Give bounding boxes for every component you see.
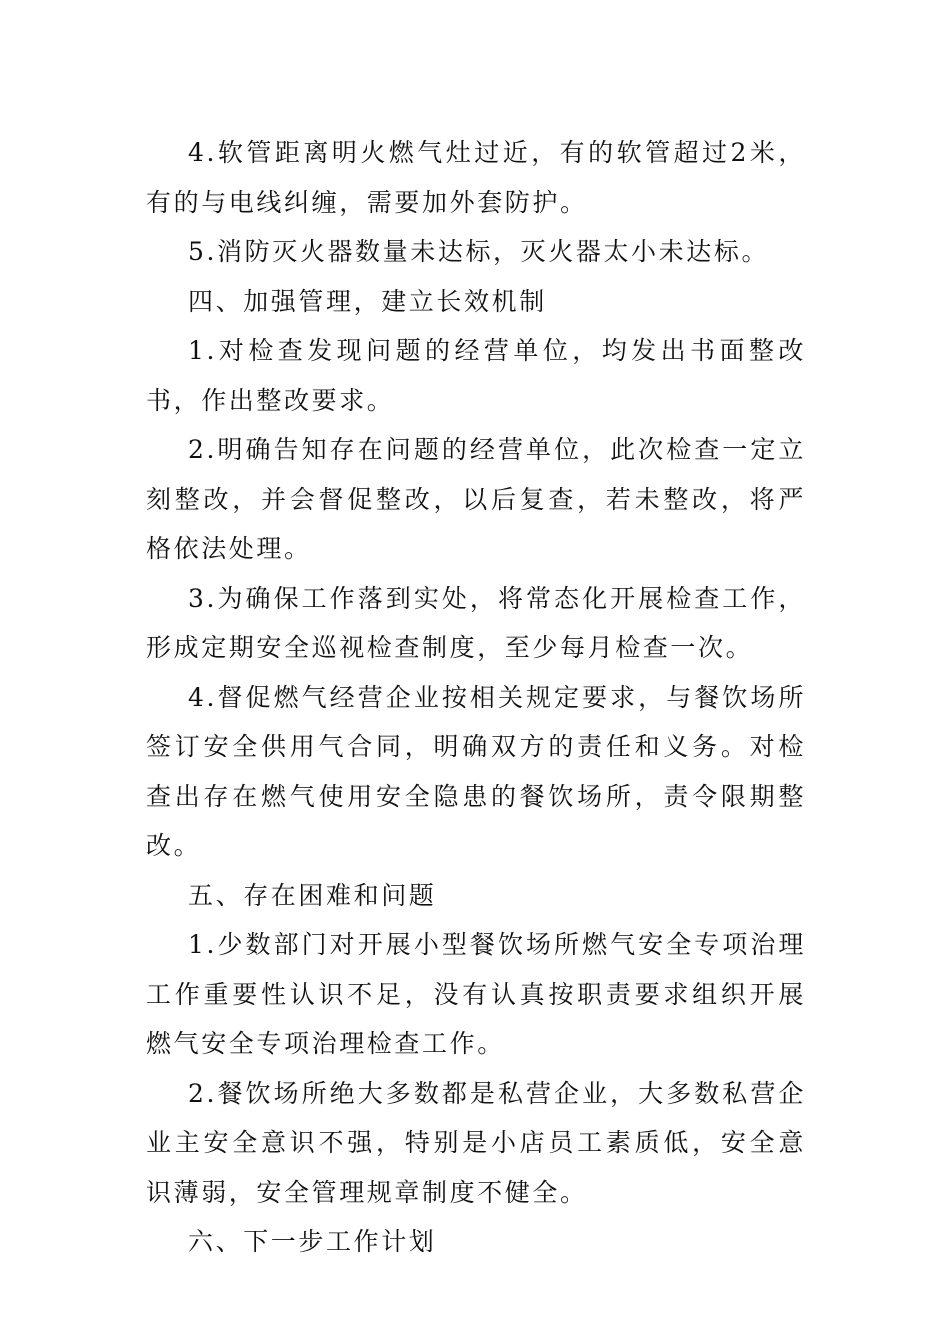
list-item: 5.消防灭火器数量未达标，灭火器太小未达标。 — [188, 237, 770, 266]
list-item: 4.软管距离明火燃气灶过近，有的软管超过2米，有的与电线纠缠，需要加外套防护。 — [146, 138, 806, 217]
section-heading: 四、加强管理，建立长效机制 — [188, 286, 547, 316]
document-body — [146, 128, 806, 1267]
list-item: 2.明确告知存在问题的经营单位，此次检查一定立刻整改，并会督促整改，以后复查，若未整改，将严格依法处理。 — [146, 435, 806, 563]
list-item: 2.餐饮场所绝大多数都是私营企业，大多数私营企业主安全意识不强，特别是小店员工素质低，安全意识薄弱，安全管理规章制度不健全。 — [146, 1078, 806, 1207]
list-item: 3.为确保工作落到实处，将常态化开展检查工作，形成定期安全巡视检查制度，至少每月检查一次。 — [146, 583, 806, 662]
list-item: 1.对检查发现问题的经营单位，均发出书面整改书，作出整改要求。 — [146, 336, 806, 415]
list-item: 4.督促燃气经营企业按相关规定要求，与餐饮场所签订安全供用气合同，明确双方的责任和义务。对检查出存在燃气使用安全隐患的餐饮场所，责令限期整改。 — [146, 682, 806, 860]
section-heading: 六、下一步工作计划 — [188, 1227, 437, 1256]
list-item: 1.少数部门对开展小型餐饮场所燃气安全专项治理工作重要性认识不足，没有认真按职责要求组织开展燃气安全专项治理检查工作。 — [146, 930, 806, 1058]
section-heading: 五、存在困难和问题 — [188, 880, 437, 910]
